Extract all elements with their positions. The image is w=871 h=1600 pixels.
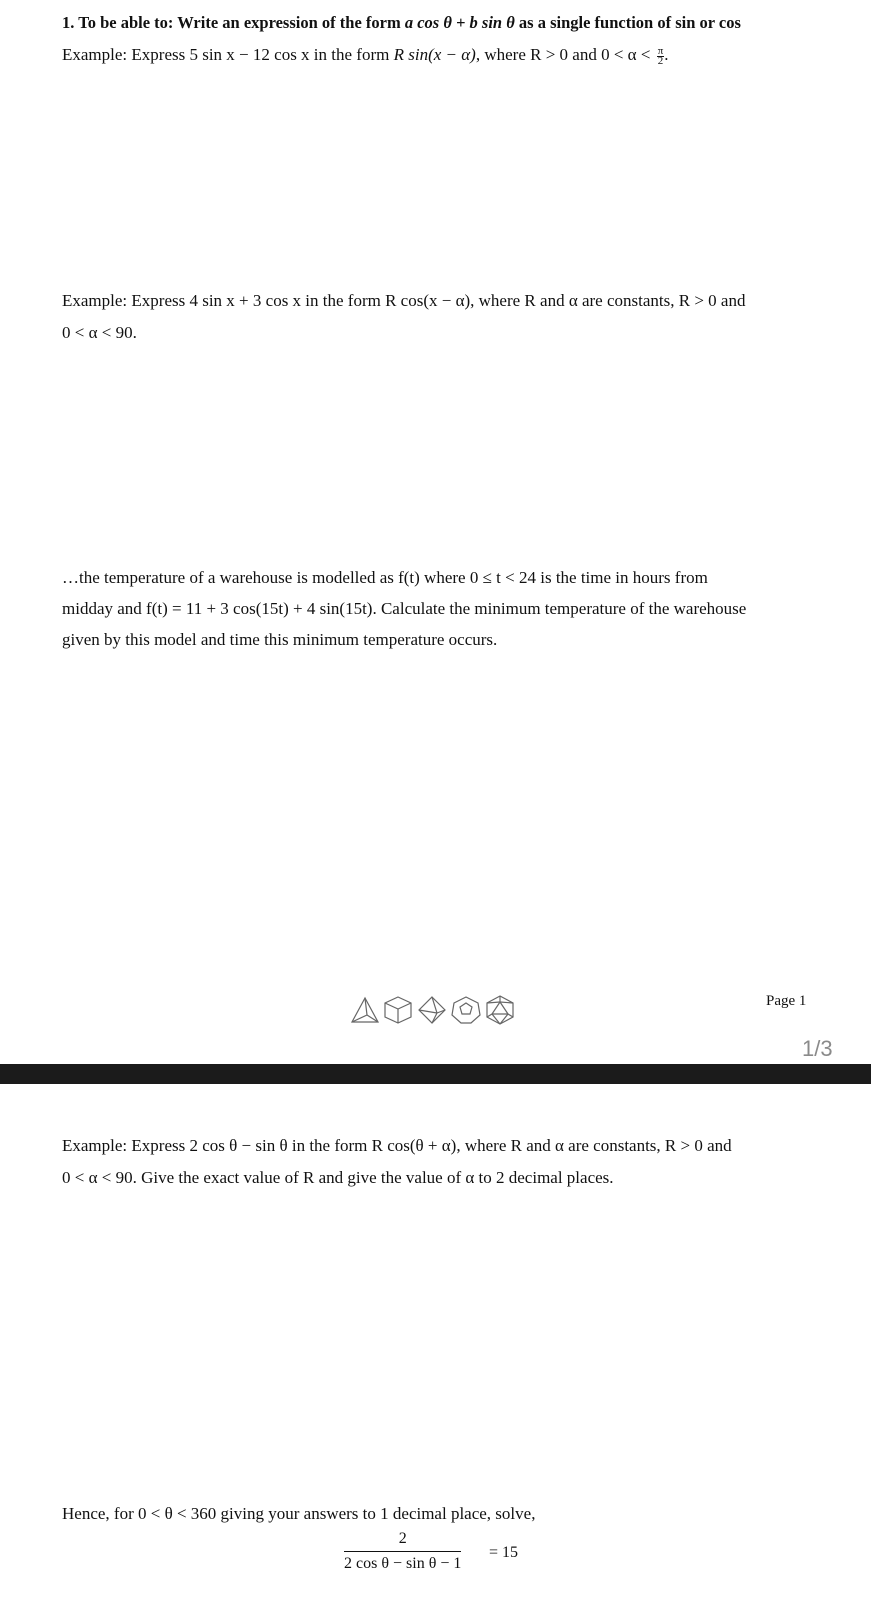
example-2-line-2: 0 < α < 90. [62,323,137,342]
page-label: Page 1 [766,993,807,1009]
example-3-line-1: …the temperature of a warehouse is modelled as f(t) where 0 ≤ t < 24 is the time in hours from [62,568,708,587]
example-4-line-1: Example: Express 2 cos θ − sin θ in the form R cos(θ + α), where R and α are constants, R > 0 and [62,1136,732,1155]
example-3-line-3: given by this model and time this minimum temperature occurs. [62,630,498,649]
example-1-form: R sin(x − α) [393,45,476,64]
footer-icons [349,995,519,1025]
example-4-line-2: 0 < α < 90. Give the exact value of R and give the value of α to 2 decimal places. [62,1168,614,1187]
hence-instruction: Hence, for 0 < θ < 360 giving your answers to 1 decimal place, solve, [62,1504,536,1523]
equation-rhs: = 15 [489,1544,519,1561]
cube-icon [385,997,411,1023]
heading-prefix: 1. To be able to: Write an expression of the form [62,13,405,32]
example-1 [62,44,669,66]
example-1-part3: , where R > 0 and 0 < α < [475,45,655,64]
page-divider [0,1064,871,1084]
equation-fraction [344,1529,461,1574]
example-3-line-2: midday and f(t) = 11 + 3 cos(15t) + 4 sin(15t). Calculate the minimum temperature of the warehouse [62,599,747,618]
fraction-numerator: π [657,44,664,57]
heading-expression: a cos θ + b sin θ [404,13,515,32]
objective-heading [62,12,741,34]
dodecahedron-icon [452,997,480,1023]
icosahedron-icon [487,996,513,1024]
equation-numerator: 2 [344,1529,461,1552]
example-2-line-1: Example: Express 4 sin x + 3 cos x in the form R cos(x − α), where R and α are constants, R > 0 and [62,291,746,310]
fraction-denominator: 2 [657,54,664,67]
octahedron-icon [419,997,445,1023]
example-1-part1: Example: Express 5 sin x − 12 cos x in the form [62,45,394,64]
example-1-part4: . [664,45,669,64]
page-counter: 1/3 [802,1036,833,1061]
equation-denominator: 2 cos θ − sin θ − 1 [344,1555,462,1572]
heading-suffix: as a single function of sin or cos [514,13,741,32]
tetrahedron-icon [352,998,378,1022]
